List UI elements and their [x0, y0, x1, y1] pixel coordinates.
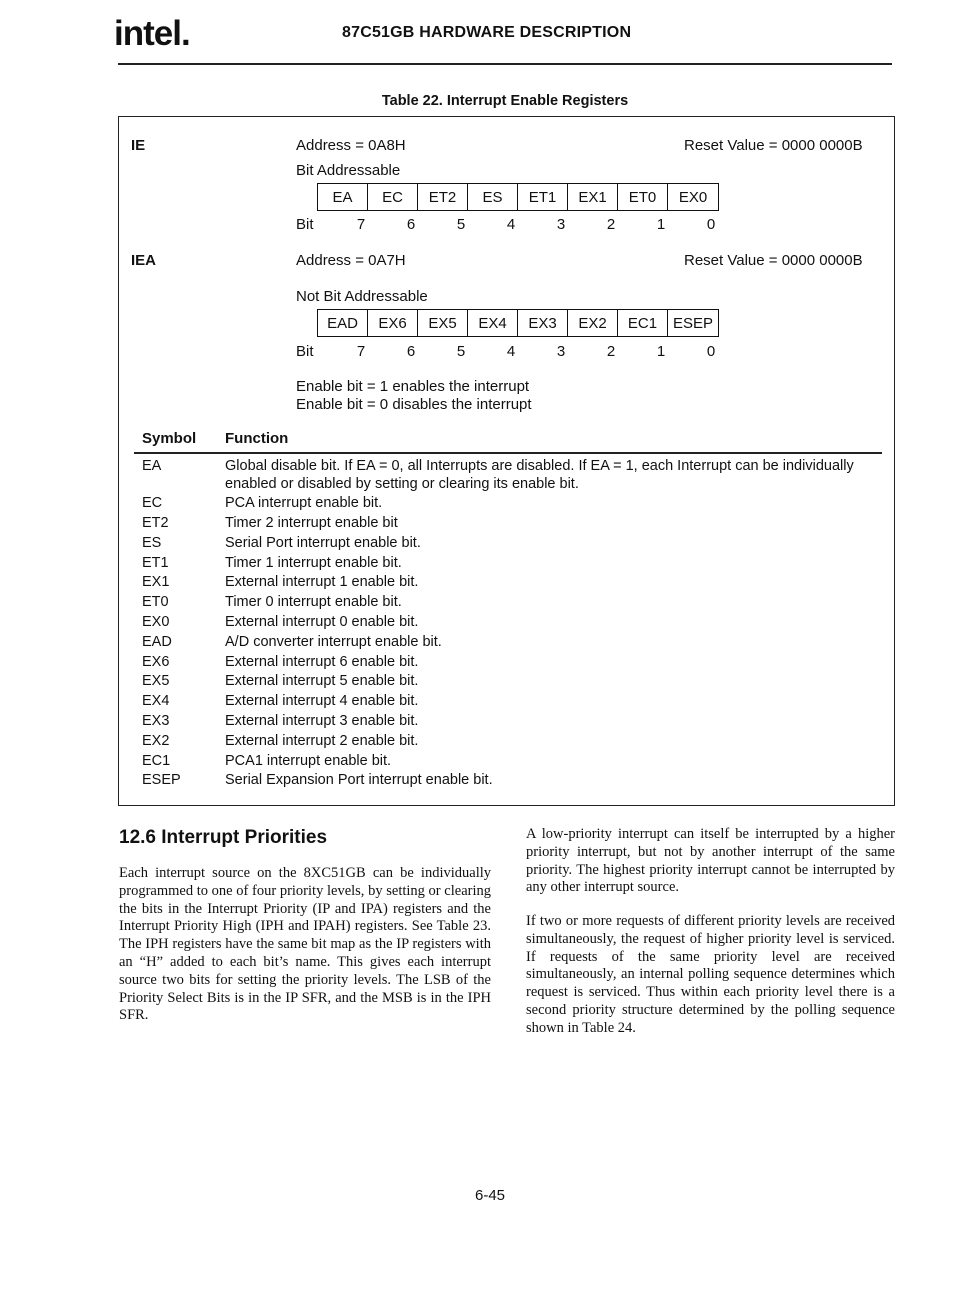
- iea-bit-map: [317, 309, 719, 337]
- definition-row: [142, 753, 882, 771]
- bit-number: 1: [656, 216, 666, 233]
- running-header: 87C51GB HARDWARE DESCRIPTION: [342, 24, 632, 41]
- definition-symbol: ESEP: [142, 772, 181, 789]
- bit-number: 5: [456, 216, 466, 233]
- definition-symbol: EC: [142, 495, 163, 512]
- ie-bit-cell: EX0: [678, 188, 708, 206]
- definition-symbol: EX3: [142, 713, 170, 730]
- iea-bit-cell: EX5: [418, 310, 468, 336]
- bit-number: 6: [406, 216, 416, 233]
- definition-symbol: EX0: [142, 614, 170, 631]
- iea-bit-cell: EC1: [618, 310, 668, 336]
- definition-function: External interrupt 1 enable bit.: [225, 574, 419, 591]
- ie-addressable: Bit Addressable: [296, 162, 401, 179]
- iea-bit-cell: EX2: [568, 310, 618, 336]
- iea-bit-cell: EX3: [518, 310, 568, 336]
- definition-row: [142, 458, 882, 493]
- definition-row: [142, 713, 882, 731]
- bit-number: 4: [506, 343, 516, 360]
- definition-row: [142, 555, 882, 573]
- ie-bit-cell: ET1: [518, 184, 568, 210]
- ie-bit-cell: ET2: [418, 184, 468, 210]
- definition-symbol: EX2: [142, 732, 170, 749]
- definition-row: [142, 673, 882, 691]
- iea-bit-cell: EX4: [468, 310, 518, 336]
- iea-bit-numbers: [296, 343, 736, 360]
- page-number: 6-45: [474, 1187, 506, 1204]
- definition-row: [142, 495, 882, 513]
- ie-bit-numbers: [296, 216, 736, 233]
- definition-symbol: EAD: [142, 633, 172, 650]
- definition-row: [142, 733, 882, 751]
- definition-function: Timer 2 interrupt enable bit: [225, 515, 398, 532]
- definition-row: [142, 535, 882, 553]
- definition-symbol: ET2: [142, 515, 169, 532]
- bit-label: Bit: [296, 216, 314, 233]
- ie-bit-cell: EX1: [568, 184, 618, 210]
- definition-symbol: EA: [142, 458, 162, 474]
- bit-number: 5: [456, 343, 466, 360]
- ie-bit-cell: EC: [368, 184, 418, 210]
- definition-function: Global disable bit. If EA = 0, all Interrupts are disabled. If EA = 1, each Interrupt can be individually enabled or disabled by setting or clearing its enable bit.: [225, 458, 854, 492]
- definition-function: External interrupt 6 enable bit.: [225, 653, 419, 670]
- definition-function: Timer 0 interrupt enable bit.: [225, 594, 402, 611]
- definition-function: PCA interrupt enable bit.: [225, 495, 383, 512]
- iea-reset-value: Reset Value = 0000 0000B: [684, 252, 863, 269]
- table-title: Table 22. Interrupt Enable Registers: [381, 93, 629, 109]
- definition-row: [142, 693, 882, 711]
- intel-logo: intel.: [114, 14, 190, 53]
- enable-note-1: Enable bit = 1 enables the interrupt: [296, 378, 530, 395]
- definition-row: [142, 574, 882, 592]
- definition-row: [142, 654, 882, 672]
- bit-number: 1: [656, 343, 666, 360]
- bit-number: 4: [506, 216, 516, 233]
- bit-number: 0: [706, 343, 716, 360]
- right-paragraph-1: A low-priority interrupt can itself be interrupted by a higher priority interrupt, but not by another interrupt of the same priority. The highest priority interrupt cannot be interrupted by any other interrupt source.: [526, 826, 895, 896]
- ie-bit-cell: ES: [468, 184, 518, 210]
- definition-symbol: ES: [142, 534, 162, 551]
- iea-bit-cell: ESEP: [672, 314, 714, 332]
- iea-bit-cell: EAD: [318, 310, 368, 336]
- definition-function: External interrupt 2 enable bit.: [225, 732, 419, 749]
- header-rule: [118, 63, 892, 65]
- definition-symbol: ET0: [142, 594, 169, 611]
- definition-function: Serial Expansion Port interrupt enable bit.: [225, 772, 493, 789]
- iea-register-name: IEA: [131, 252, 157, 269]
- enable-note-0: Enable bit = 0 disables the interrupt: [296, 396, 532, 413]
- symbol-column-header: Symbol: [142, 430, 197, 447]
- bit-number: 2: [606, 216, 616, 233]
- definition-row: [142, 594, 882, 612]
- symbol-table-rule: [134, 452, 882, 454]
- bit-number: 6: [406, 343, 416, 360]
- ie-address: Address = 0A8H: [296, 137, 406, 154]
- ie-register-name: IE: [131, 137, 146, 154]
- definition-symbol: EX5: [142, 673, 170, 690]
- bit-number: 3: [556, 216, 566, 233]
- bit-number: 2: [606, 343, 616, 360]
- definition-function: Serial Port interrupt enable bit.: [225, 534, 421, 551]
- definition-row: [142, 515, 882, 533]
- section-title: 12.6 Interrupt Priorities: [119, 827, 328, 848]
- ie-bit-cell: ET0: [618, 184, 668, 210]
- definition-symbol: ET1: [142, 554, 169, 571]
- right-paragraph-2: If two or more requests of different priority levels are received simultaneously, the request of higher priority level is serviced. If requests of the same priority level are received simultaneously, an internal polling sequence determines which request is serviced. Thus within each priority level there is a second priority structure determined by the polling sequence shown in Table 24.: [526, 913, 895, 1036]
- definition-symbol: EX4: [142, 693, 170, 710]
- ie-reset-value: Reset Value = 0000 0000B: [684, 137, 863, 154]
- left-paragraph: Each interrupt source on the 8XC51GB can be individually programmed to one of four priority levels, by setting or clearing the bits in the Interrupt Priority (IP and IPA) registers and the Interrupt Priority High (IPH and IPAH) registers. See Table 23. The IPH registers have the same bit map as the IP registers with an “H” added to each bit’s name. This gives each interrupt source two bits for setting the priority levels. The LSB of the Priority Select Bits is in the IP SFR, and the MSB is in the IPH SFR.: [119, 865, 491, 1024]
- bit-number: 0: [706, 216, 716, 233]
- iea-address: Address = 0A7H: [296, 252, 406, 269]
- definition-function: External interrupt 0 enable bit.: [225, 614, 419, 631]
- definition-function: Timer 1 interrupt enable bit.: [225, 554, 402, 571]
- definition-row: [142, 614, 882, 632]
- bit-number: 7: [356, 216, 366, 233]
- definition-row: [142, 772, 882, 790]
- definition-function: A/D converter interrupt enable bit.: [225, 633, 442, 650]
- definition-list: [142, 458, 882, 792]
- iea-addressable: Not Bit Addressable: [296, 288, 428, 305]
- iea-bit-cell: EX6: [368, 310, 418, 336]
- bit-label: Bit: [296, 343, 314, 360]
- bit-number: 3: [556, 343, 566, 360]
- definition-symbol: EX6: [142, 653, 170, 670]
- definition-function: External interrupt 4 enable bit.: [225, 693, 419, 710]
- function-column-header: Function: [225, 430, 289, 447]
- definition-symbol: EX1: [142, 574, 170, 591]
- bit-number: 7: [356, 343, 366, 360]
- ie-bit-cell: EA: [318, 184, 368, 210]
- definition-function: External interrupt 5 enable bit.: [225, 673, 419, 690]
- definition-function: External interrupt 3 enable bit.: [225, 713, 419, 730]
- definition-symbol: EC1: [142, 752, 171, 769]
- ie-bit-map: [317, 183, 719, 211]
- definition-function: PCA1 interrupt enable bit.: [225, 752, 392, 769]
- definition-row: [142, 634, 882, 652]
